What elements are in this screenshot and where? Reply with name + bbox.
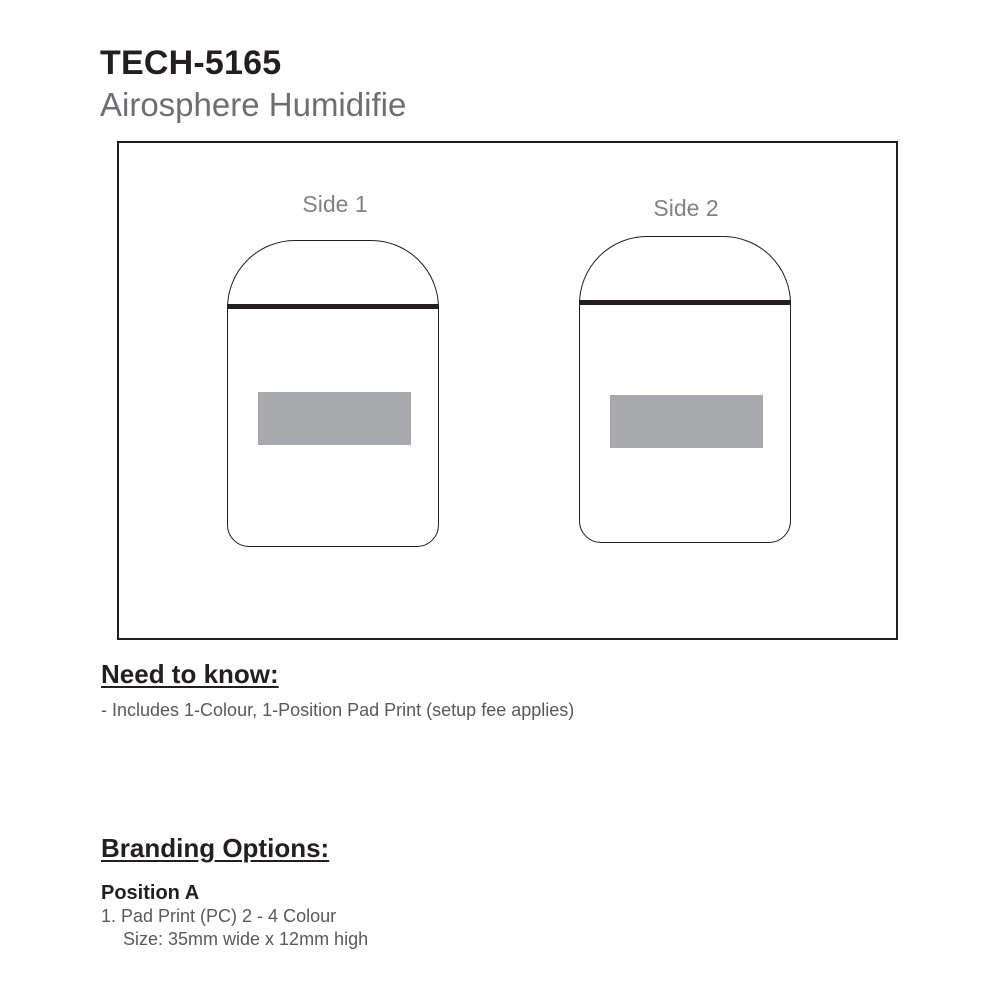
side2-label: Side 2 xyxy=(653,195,719,221)
side2-print-area xyxy=(610,395,763,448)
need-to-know-item: - Includes 1-Colour, 1-Position Pad Print (setup fee applies) xyxy=(101,700,575,720)
side1-product-outline xyxy=(227,240,439,547)
side2-band xyxy=(579,300,791,305)
side1-label: Side 1 xyxy=(302,191,368,217)
side1-band xyxy=(227,304,439,309)
need-to-know-title: Need to know: xyxy=(101,659,279,689)
product-code: TECH-5165 xyxy=(100,44,282,82)
position-title: Position A xyxy=(101,882,200,904)
side1-print-area xyxy=(258,392,411,445)
branding-options-title: Branding Options: xyxy=(101,833,330,863)
side2-product-outline xyxy=(579,236,791,543)
product-name: Airosphere Humidifie xyxy=(100,86,407,123)
branding-option-line: 1. Pad Print (PC) 2 - 4 Colour xyxy=(101,906,337,926)
branding-size-line: Size: 35mm wide x 12mm high xyxy=(123,929,369,949)
branding-diagram-frame xyxy=(117,141,898,640)
